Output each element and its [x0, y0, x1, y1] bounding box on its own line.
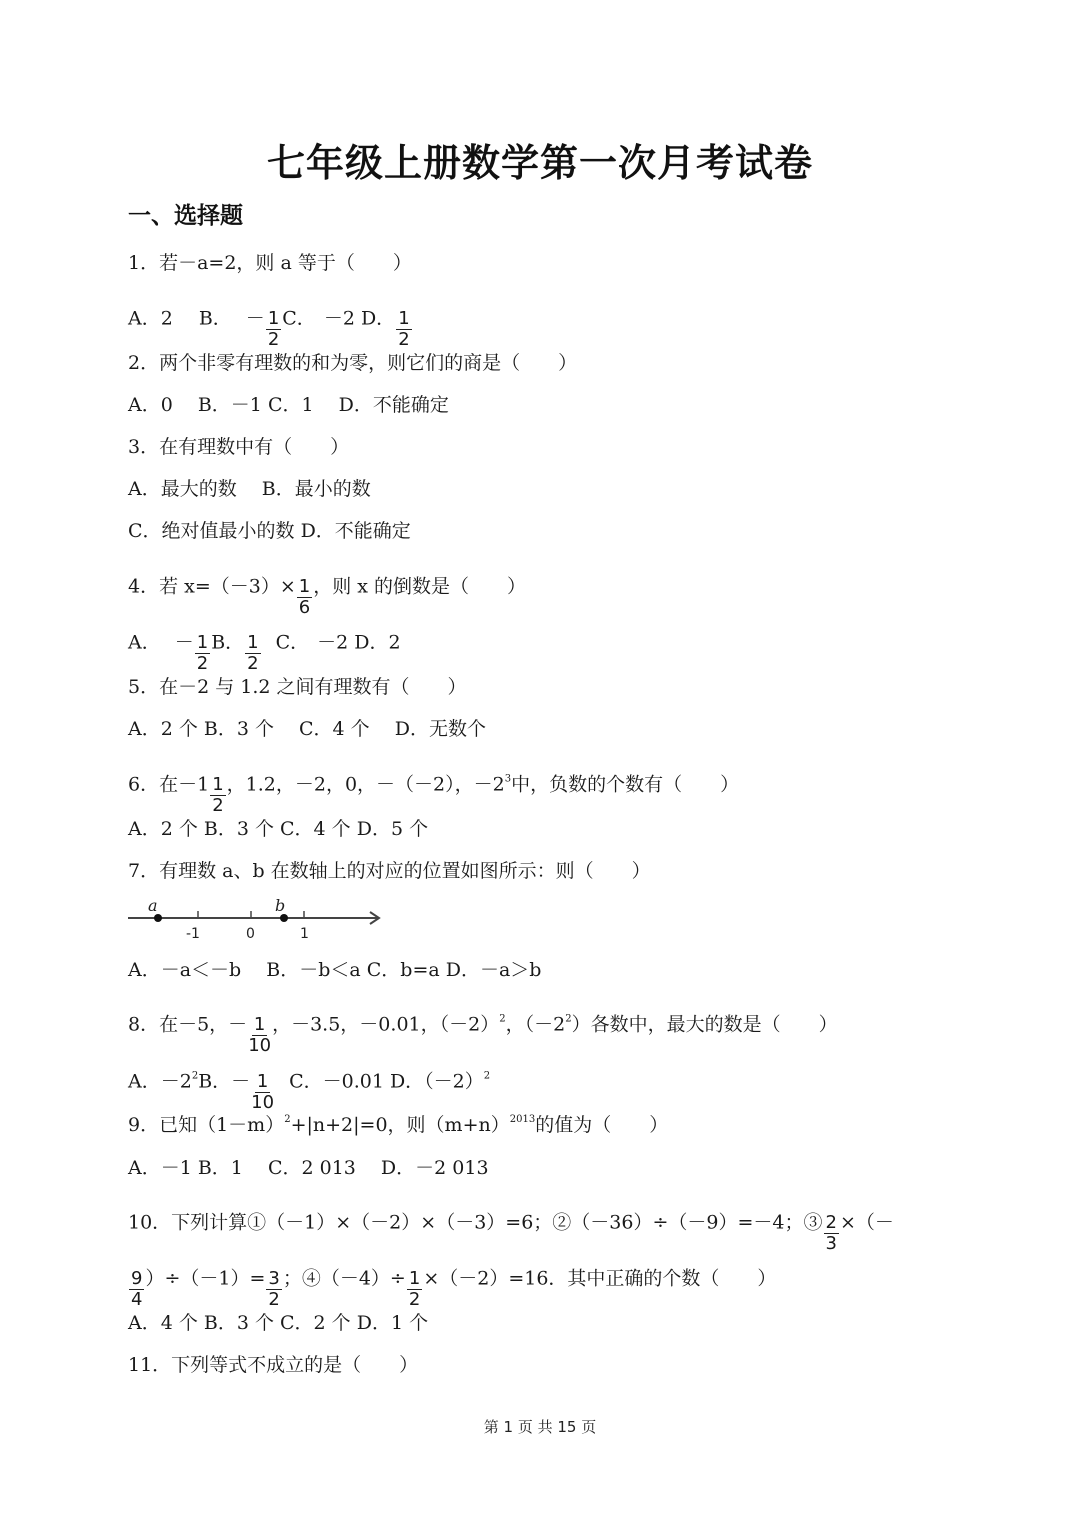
question-4-stem: 4．若 x=（－3）× $\frac{1}{6}$ ，则 x 的倒数是（ ） [128, 575, 527, 618]
question-5-stem: 5．在－2 与 1.2 之间有理数有（ ） [128, 676, 467, 698]
question-10-stem-line2: $\frac{9}{4}$ ）÷（－1）= $\frac{3}{2}$ ；④（－4）÷ $\frac{1}{2}$ ×（－2）=16．其中正确的个数（ ） [131, 1267, 777, 1310]
svg-text:-1: -1 [186, 926, 200, 942]
question-9-options: A．－1 B．1 C．2 013 D．－2 013 [128, 1157, 489, 1179]
question-11-stem: 11．下列等式不成立的是（ ） [128, 1354, 419, 1376]
svg-text:b: b [275, 898, 286, 915]
fraction: $\frac{1}{2}$ [247, 632, 259, 674]
question-6-stem: 6．在－1 $\frac{1}{2}$ ，1.2，－2，0，－（－2），$-2^3$中，负数的个数有（ ） [128, 773, 740, 816]
fraction: $\frac{3}{2}$ [268, 1268, 280, 1310]
question-1-options: A．2 B． － $\frac{1}{2}$ C． －2 D． $\frac{1}{2}$ [128, 307, 410, 350]
question-2-options: A．0 B．－1 C．1 D．不能确定 [128, 394, 449, 416]
question-6-options: A．2 个 B．3 个 C．4 个 D．5 个 [128, 818, 429, 840]
question-7-stem: 7．有理数 a、b 在数轴上的对应的位置如图所示：则（ ） [128, 860, 651, 882]
section-heading: 一、选择题 [128, 203, 243, 229]
fraction: $\frac{1}{2}$ [267, 308, 280, 350]
svg-text:1: 1 [300, 926, 309, 942]
question-3-options-line2: C．绝对值最小的数 D．不能确定 [128, 520, 411, 542]
fraction: $\frac{1}{6}$ [298, 576, 311, 618]
question-5-options: A．2 个 B．3 个 C．4 个 D．无数个 [128, 718, 486, 740]
number-line-figure [128, 898, 388, 944]
fraction: $\frac{1}{2}$ [196, 632, 209, 674]
question-1-stem: 1．若－a=2，则 a 等于（ ） [128, 252, 412, 274]
page-footer: 第 1 页 共 15 页 [483, 1418, 597, 1436]
question-9-stem: 9．已知$(1-m)^2+|n+2|=0$，则$(m+n)^{2013}$的值为（ ） [128, 1114, 669, 1136]
fraction: $\frac{1}{2}$ [398, 308, 410, 350]
fraction: $\frac{1}{2}$ [408, 1268, 421, 1310]
fraction: $\frac{1}{2}$ [212, 774, 224, 816]
question-7-options: A．－a＜－b B．－b＜a C．b=a D．－a＞b [128, 959, 542, 981]
fraction: $\frac{9}{4}$ [131, 1268, 143, 1310]
question-10-stem-line1: 10．下列计算①（－1）×（－2）×（－3）=6；②（－36）÷（－9）=－4；③ $\frac{2}{3}$ ×（－ [128, 1211, 894, 1254]
question-4-options: A． － $\frac{1}{2}$ B． $\frac{1}{2}$ C． －2 D．2 [128, 631, 401, 674]
fraction: $\frac{1}{10}$ [248, 1014, 272, 1056]
fraction: $\frac{1}{10}$ [251, 1071, 275, 1113]
page-title: 七年级上册数学第一次月考试卷 [266, 141, 813, 185]
question-2-stem: 2．两个非零有理数的和为零，则它们的商是（ ） [128, 352, 578, 374]
question-3-options-line1: A．最大的数 B．最小的数 [128, 478, 371, 500]
question-10-options: A．4 个 B．3 个 C．2 个 D．1 个 [128, 1312, 429, 1334]
question-3-stem: 3．在有理数中有（ ） [128, 436, 350, 458]
question-8-stem: 8．在－5，－ $\frac{1}{10}$ ，－3.5，－0.01，$(-2)^2$，$(-2^2)$各数中，最大的数是（ ） [128, 1013, 838, 1056]
svg-text:a: a [148, 898, 158, 915]
question-8-options: A．$-2^2B$．－ $\frac{1}{10}$ C．－0.01 D．$(-2)^2$ [128, 1070, 491, 1113]
fraction: $\frac{2}{3}$ [825, 1212, 837, 1254]
svg-text:0: 0 [246, 926, 255, 942]
